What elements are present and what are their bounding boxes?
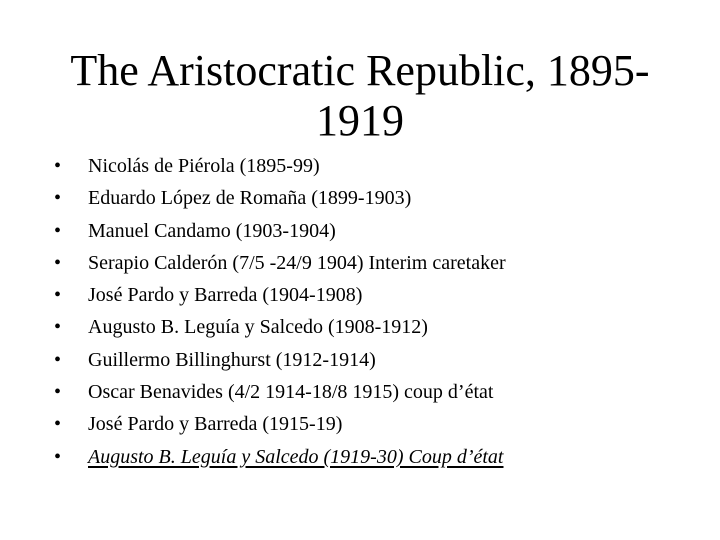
bullet-icon: • bbox=[54, 187, 62, 210]
list-item-text-emphasized: Augusto B. Leguía y Salcedo (1919-30) Coup d’état bbox=[88, 445, 504, 468]
list-item-text: Eduardo López de Romaña (1899-1903) bbox=[88, 187, 412, 210]
bullet-icon: • bbox=[54, 219, 62, 242]
list-item-text: Augusto B. Leguía y Salcedo (1908-1912) bbox=[88, 316, 428, 339]
bullet-icon: • bbox=[54, 381, 62, 404]
list-item-text: Oscar Benavides (4/2 1914-18/8 1915) coup d’état bbox=[88, 381, 494, 404]
slide-title-line-2: 1919 bbox=[316, 96, 404, 145]
bullet-icon: • bbox=[54, 445, 62, 468]
list-item-text: Manuel Candamo (1903-1904) bbox=[88, 219, 336, 242]
bullet-icon: • bbox=[54, 155, 62, 177]
list-item-text: José Pardo y Barreda (1904-1908) bbox=[88, 284, 363, 307]
list-item-text: Guillermo Billinghurst (1912-1914) bbox=[88, 348, 376, 371]
bullet-icon: • bbox=[54, 251, 62, 274]
list-item-text: José Pardo y Barreda (1915-19) bbox=[88, 413, 343, 436]
bullet-icon: • bbox=[54, 348, 62, 371]
bullet-icon: • bbox=[54, 284, 62, 307]
slide-title-line-1: The Aristocratic Republic, 1895- bbox=[70, 46, 650, 95]
bullet-icon: • bbox=[54, 316, 62, 339]
list-item-text: Serapio Calderón (7/5 -24/9 1904) Interim caretaker bbox=[88, 251, 506, 274]
slide-title bbox=[40, 46, 680, 146]
list-item-text: Nicolás de Piérola (1895-99) bbox=[88, 155, 320, 177]
bullet-icon: • bbox=[54, 413, 62, 436]
